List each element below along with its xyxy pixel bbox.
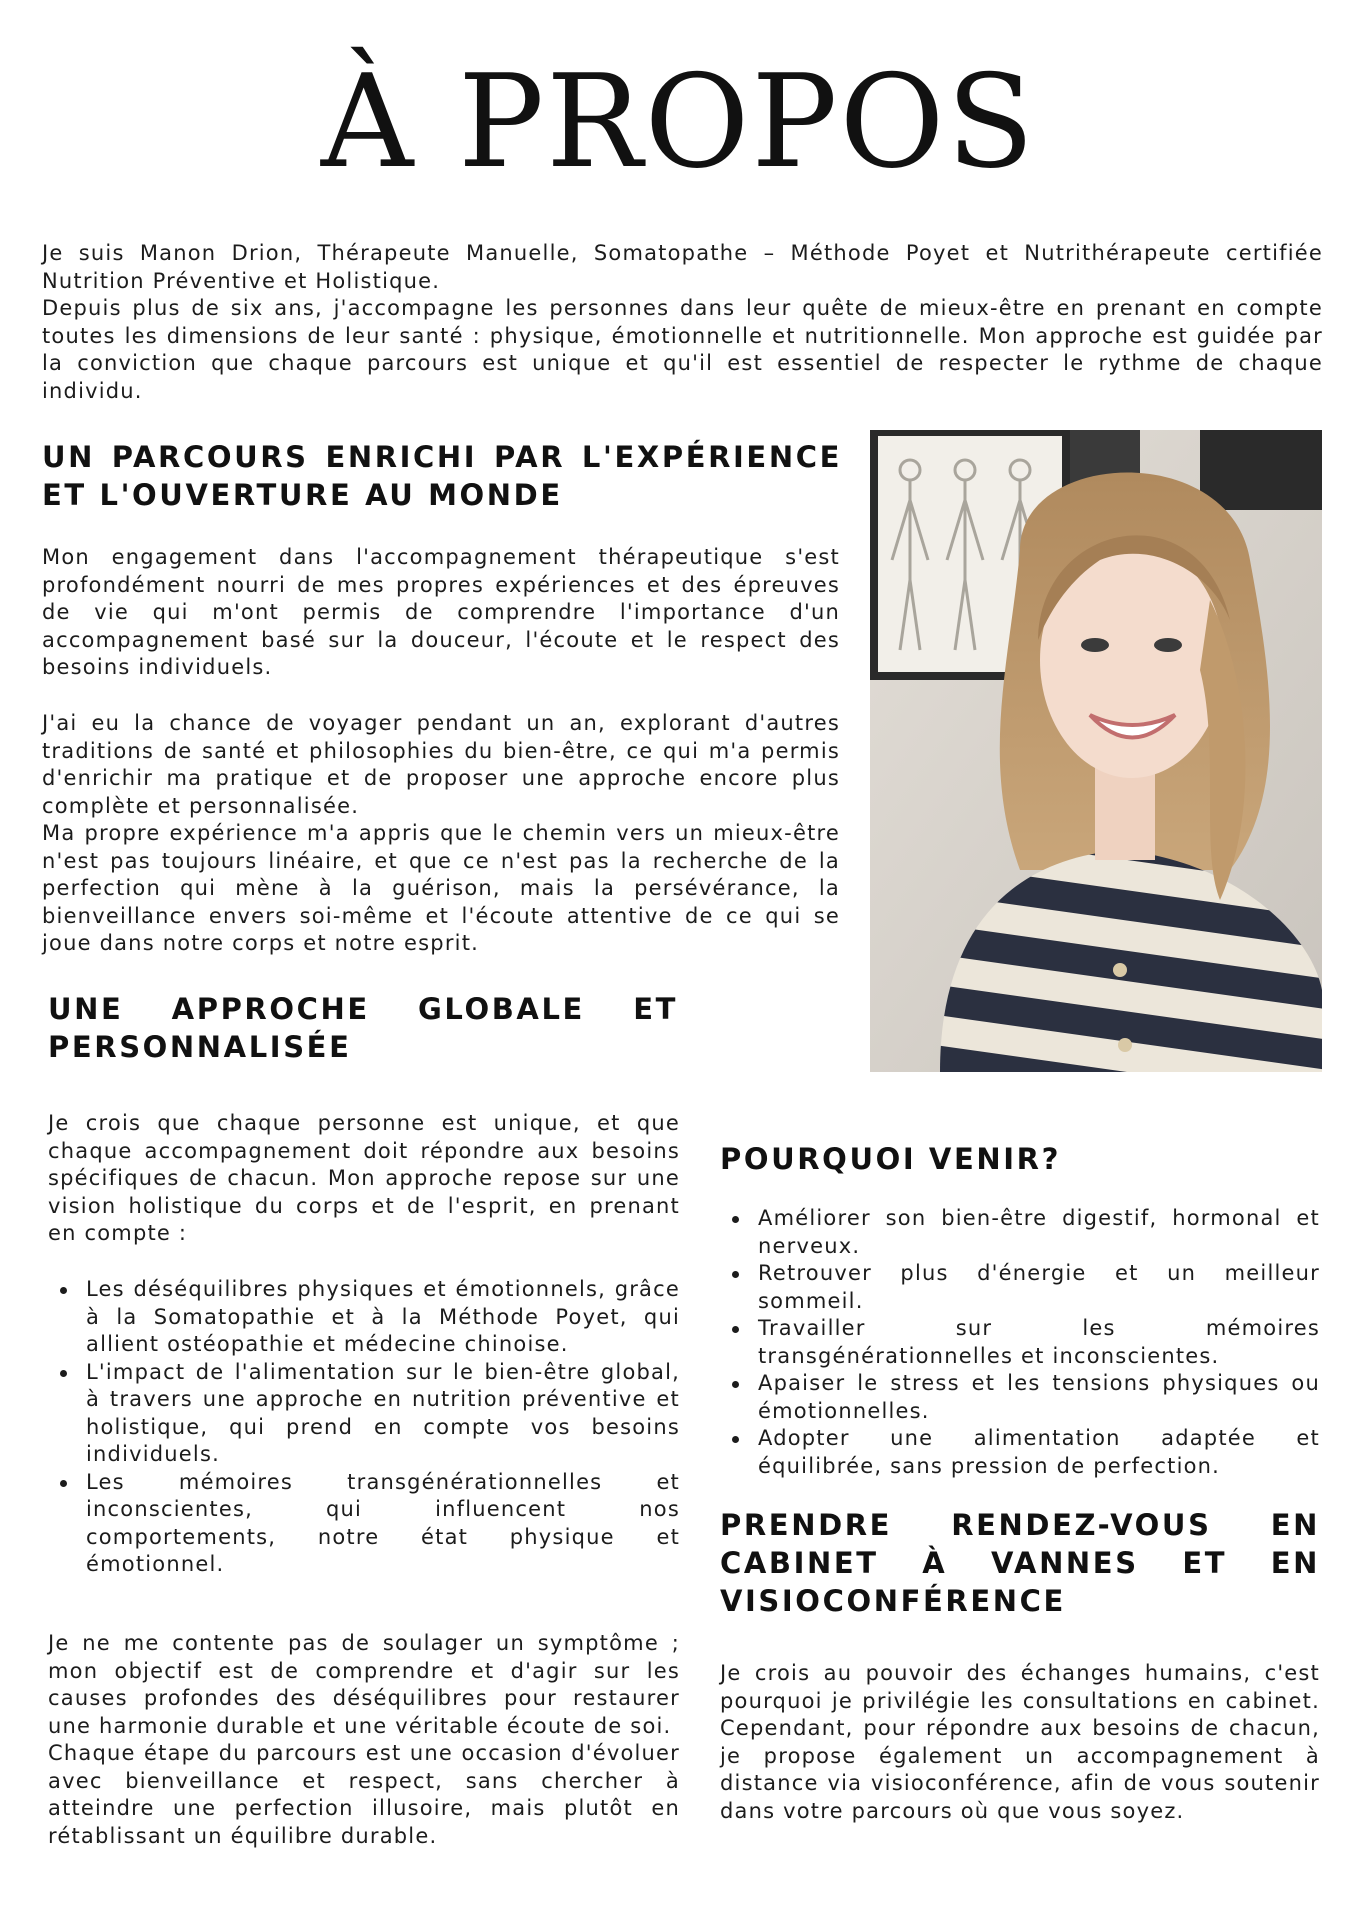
list-item: Améliorer son bien-être digestif, hormonal et nerveux. [720,1205,1320,1260]
appointment-heading-line-2: CABINET À VANNES ET EN [720,1546,1320,1580]
experience-paragraph-1: Mon engagement dans l'accompagnement thérapeutique s'est profondément nourri de mes propres expériences et des épreuves de vie qui m'ont permis de comprendre l'importance d'un accompagnement basé sur la douceur, l'écoute et le respect des besoins individuels. [42,545,840,679]
list-item: L'impact de l'alimentation sur le bien-être global, à travers une approche en nutrition préventive et holistique, qui prend en compte vos besoins individuels. [48,1359,680,1469]
intro-section [42,240,1323,405]
experience-heading: UN PARCOURS ENRICHI PAR L'EXPÉRIENCE ET L'OUVERTURE AU MONDE [42,440,842,512]
approach-paragraph-2: Je ne me contente pas de soulager un symptôme ; mon objectif est de comprendre et d'agir sur les causes profondes des déséquilibres pour restaurer une harmonie durable et une véritable écoute de soi. [48,1631,680,1738]
appointment-text: Je crois au pouvoir des échanges humains, c'est pourquoi je privilégie les consultations en cabinet. Cependant, pour répondre aux besoins de chacun, je propose également un accompagnement à distance via visioconférence, afin de vous soutenir dans votre parcours où que vous soyez. [720,1661,1320,1823]
list-item: Travailler sur les mémoires transgénérationnelles et inconscientes. [720,1315,1320,1370]
portrait-illustration [870,430,1322,1072]
approach-heading-line-1: UNE APPROCHE GLOBALE ET [48,992,678,1026]
approach-heading-line-2: PERSONNALISÉE [48,1030,352,1064]
list-item: Apaiser le stress et les tensions physiques ou émotionnelles. [720,1370,1320,1425]
list-item: Les mémoires transgénérationnelles et inconscientes, qui influencent nos comportements, notre état physique et émotionnel. [48,1469,680,1579]
approach-intro: Je crois que chaque personne est unique, et que chaque accompagnement doit répondre aux besoins spécifiques de chacun. Mon approche repose sur une vision holistique du corps et de l'esprit, en prenant en compte : [48,1111,680,1245]
intro-paragraph-1: Je suis Manon Drion, Thérapeute Manuelle, Somatopathe – Méthode Poyet et Nutrithérapeute certifiée Nutrition Préventive et Holistique. [42,241,1323,293]
list-item: Les déséquilibres physiques et émotionnels, grâce à la Somatopathie et à la Méthode Poyet, qui allient ostéopathie et médecine chinoise. [48,1276,680,1359]
intro-paragraph-2: Depuis plus de six ans, j'accompagne les personnes dans leur quête de mieux-être en prenant en compte toutes les dimensions de leur santé : physique, émotionnelle et nutritionnelle. Mon approche est guidée par la conviction que chaque parcours est unique et qu'il est essentiel de respecter le rythme de chaque individu. [42,296,1323,403]
experience-text [42,710,840,958]
portrait-photo [870,430,1322,1072]
list-item: Adopter une alimentation adaptée et équilibrée, sans pression de perfection. [720,1425,1320,1480]
appointment-heading-line-3: VISIOCONFÉRENCE [720,1584,1066,1618]
appointment-heading-line-1: PRENDRE RENDEZ-VOUS EN [720,1508,1320,1542]
appointment-heading [720,1506,1320,1620]
approach-conclusion [48,1630,680,1850]
experience-paragraph-2: J'ai eu la chance de voyager pendant un an, explorant d'autres traditions de santé et philosophies du bien-être, ce qui m'a permis d'enrichir ma pratique et de proposer une approche encore plus complète et personnalisée. [42,711,840,818]
list-item: Retrouver plus d'énergie et un meilleur sommeil. [720,1260,1320,1315]
approach-heading [48,990,678,1066]
why-heading: POURQUOI VENIR? [720,1142,1061,1176]
why-list [720,1205,1320,1480]
approach-paragraph-3: Chaque étape du parcours est une occasion d'évoluer avec bienveillance et respect, sans chercher à atteindre une perfection illusoire, mais plutôt en rétablissant un équilibre durable. [48,1741,680,1848]
page-title: À PROPOS [320,48,1037,197]
approach-list [48,1276,680,1579]
experience-paragraph-3: Ma propre expérience m'a appris que le chemin vers un mieux-être n'est pas toujours linéaire, et que ce n'est pas la recherche de la perfection qui mène à la guérison, mais la persévérance, la bienveillance envers soi-même et l'écoute attentive de ce qui se joue dans notre corps et notre esprit. [42,821,840,955]
